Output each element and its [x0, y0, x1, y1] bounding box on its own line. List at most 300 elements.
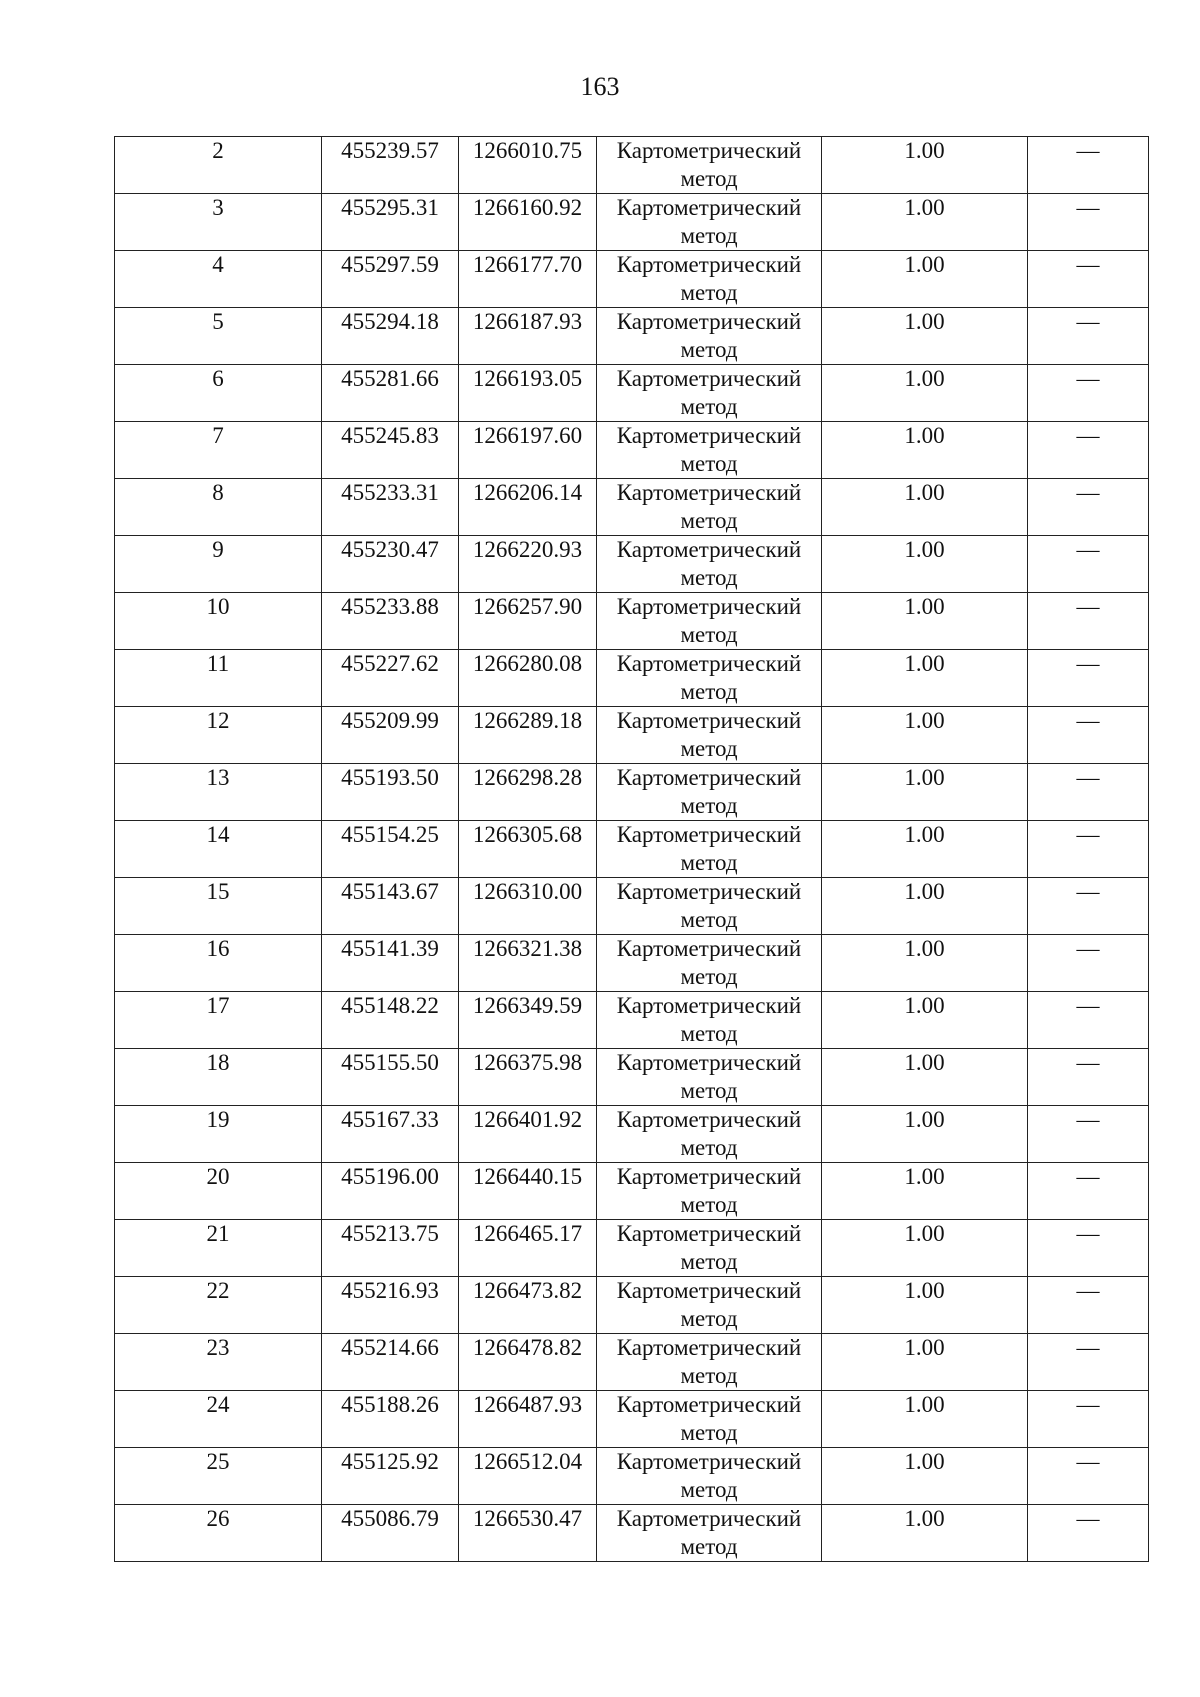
accuracy-cell	[822, 1106, 1028, 1163]
y-coordinate-cell	[459, 992, 597, 1049]
accuracy-cell	[822, 1163, 1028, 1220]
accuracy-cell-text: 1.00	[904, 366, 945, 391]
y-coordinate-cell-text: 1266487.93	[472, 1392, 583, 1417]
method-cell	[597, 1049, 822, 1106]
y-coordinate-cell	[459, 1106, 597, 1163]
y-coordinate-cell-text: 1266160.92	[472, 195, 583, 220]
table-row	[115, 878, 1149, 935]
point-number-cell-text: 26	[206, 1506, 230, 1531]
method-cell-text: Картометрический метод	[616, 879, 802, 932]
point-number-cell	[115, 479, 322, 536]
x-coordinate-cell	[322, 536, 459, 593]
y-coordinate-cell	[459, 650, 597, 707]
x-coordinate-cell-text: 455209.99	[341, 708, 439, 733]
x-coordinate-cell	[322, 821, 459, 878]
x-coordinate-cell	[322, 365, 459, 422]
description-cell-text: —	[1076, 993, 1100, 1018]
point-number-cell	[115, 1334, 322, 1391]
point-number-cell	[115, 1049, 322, 1106]
point-number-cell-text: 4	[212, 252, 224, 277]
y-coordinate-cell	[459, 1049, 597, 1106]
point-number-cell	[115, 1220, 322, 1277]
x-coordinate-cell	[322, 1448, 459, 1505]
description-cell	[1028, 194, 1149, 251]
x-coordinate-cell-text: 455086.79	[341, 1506, 439, 1531]
accuracy-cell-text: 1.00	[904, 1221, 945, 1246]
point-number-cell	[115, 365, 322, 422]
method-cell-text: Картометрический метод	[616, 936, 802, 989]
table-row	[115, 1220, 1149, 1277]
method-cell	[597, 935, 822, 992]
point-number-cell	[115, 764, 322, 821]
method-cell	[597, 1334, 822, 1391]
description-cell	[1028, 1106, 1149, 1163]
description-cell-text: —	[1076, 594, 1100, 619]
point-number-cell-text: 20	[206, 1164, 230, 1189]
x-coordinate-cell	[322, 479, 459, 536]
accuracy-cell	[822, 764, 1028, 821]
description-cell	[1028, 764, 1149, 821]
method-cell	[597, 308, 822, 365]
description-cell	[1028, 308, 1149, 365]
x-coordinate-cell-text: 455196.00	[341, 1164, 439, 1189]
method-cell-text: Картометрический метод	[616, 1506, 802, 1559]
y-coordinate-cell-text: 1266478.82	[472, 1335, 583, 1360]
coordinates-table	[114, 136, 1149, 1562]
description-cell	[1028, 821, 1149, 878]
point-number-cell-text: 7	[212, 423, 224, 448]
x-coordinate-cell-text: 455167.33	[341, 1107, 439, 1132]
x-coordinate-cell-text: 455227.62	[341, 651, 439, 676]
point-number-cell-text: 25	[206, 1449, 230, 1474]
point-number-cell-text: 8	[212, 480, 224, 505]
accuracy-cell-text: 1.00	[904, 138, 945, 163]
method-cell	[597, 536, 822, 593]
y-coordinate-cell	[459, 137, 597, 194]
point-number-cell-text: 13	[206, 765, 230, 790]
description-cell	[1028, 1334, 1149, 1391]
description-cell-text: —	[1076, 1335, 1100, 1360]
point-number-cell	[115, 536, 322, 593]
description-cell	[1028, 1391, 1149, 1448]
accuracy-cell	[822, 137, 1028, 194]
point-number-cell-text: 22	[206, 1278, 230, 1303]
point-number-cell-text: 23	[206, 1335, 230, 1360]
y-coordinate-cell-text: 1266530.47	[472, 1506, 583, 1531]
y-coordinate-cell	[459, 593, 597, 650]
description-cell	[1028, 251, 1149, 308]
accuracy-cell	[822, 194, 1028, 251]
y-coordinate-cell-text: 1266197.60	[472, 423, 583, 448]
point-number-cell	[115, 251, 322, 308]
method-cell-text: Картометрический метод	[616, 1392, 802, 1445]
x-coordinate-cell-text: 455233.31	[341, 480, 439, 505]
accuracy-cell	[822, 707, 1028, 764]
table-row	[115, 536, 1149, 593]
table-row	[115, 308, 1149, 365]
coordinates-table-body	[115, 137, 1149, 1562]
point-number-cell	[115, 1505, 322, 1562]
y-coordinate-cell-text: 1266220.93	[472, 537, 583, 562]
description-cell-text: —	[1076, 1449, 1100, 1474]
accuracy-cell-text: 1.00	[904, 1278, 945, 1303]
x-coordinate-cell	[322, 1391, 459, 1448]
description-cell-text: —	[1076, 936, 1100, 961]
x-coordinate-cell-text: 455143.67	[341, 879, 439, 904]
x-coordinate-cell-text: 455245.83	[341, 423, 439, 448]
x-coordinate-cell-text: 455294.18	[341, 309, 439, 334]
description-cell	[1028, 422, 1149, 479]
y-coordinate-cell-text: 1266512.04	[472, 1449, 583, 1474]
method-cell	[597, 593, 822, 650]
point-number-cell-text: 11	[206, 651, 230, 676]
table-row	[115, 1049, 1149, 1106]
accuracy-cell-text: 1.00	[904, 822, 945, 847]
y-coordinate-cell-text: 1266465.17	[472, 1221, 583, 1246]
accuracy-cell-text: 1.00	[904, 651, 945, 676]
table-row	[115, 1391, 1149, 1448]
point-number-cell-text: 10	[206, 594, 230, 619]
accuracy-cell	[822, 935, 1028, 992]
y-coordinate-cell-text: 1266177.70	[472, 252, 583, 277]
point-number-cell	[115, 1106, 322, 1163]
method-cell-text: Картометрический метод	[616, 1335, 802, 1388]
point-number-cell	[115, 422, 322, 479]
table-row	[115, 422, 1149, 479]
accuracy-cell	[822, 878, 1028, 935]
y-coordinate-cell	[459, 251, 597, 308]
description-cell	[1028, 878, 1149, 935]
accuracy-cell	[822, 821, 1028, 878]
accuracy-cell	[822, 992, 1028, 1049]
point-number-cell	[115, 1163, 322, 1220]
method-cell-text: Картометрический метод	[616, 480, 802, 533]
point-number-cell	[115, 821, 322, 878]
accuracy-cell-text: 1.00	[904, 765, 945, 790]
description-cell	[1028, 365, 1149, 422]
y-coordinate-cell-text: 1266349.59	[472, 993, 583, 1018]
method-cell	[597, 251, 822, 308]
method-cell-text: Картометрический метод	[616, 537, 802, 590]
y-coordinate-cell	[459, 1448, 597, 1505]
table-row	[115, 650, 1149, 707]
y-coordinate-cell	[459, 1277, 597, 1334]
description-cell	[1028, 992, 1149, 1049]
description-cell-text: —	[1076, 765, 1100, 790]
x-coordinate-cell	[322, 1277, 459, 1334]
method-cell	[597, 707, 822, 764]
method-cell-text: Картометрический метод	[616, 651, 802, 704]
accuracy-cell-text: 1.00	[904, 309, 945, 334]
x-coordinate-cell	[322, 1163, 459, 1220]
table-row	[115, 1277, 1149, 1334]
x-coordinate-cell	[322, 1505, 459, 1562]
description-cell	[1028, 593, 1149, 650]
description-cell	[1028, 650, 1149, 707]
x-coordinate-cell	[322, 878, 459, 935]
accuracy-cell	[822, 479, 1028, 536]
accuracy-cell-text: 1.00	[904, 423, 945, 448]
method-cell	[597, 422, 822, 479]
method-cell	[597, 194, 822, 251]
y-coordinate-cell-text: 1266193.05	[472, 366, 583, 391]
method-cell-text: Картометрический метод	[616, 765, 802, 818]
method-cell-text: Картометрический метод	[616, 195, 802, 248]
x-coordinate-cell-text: 455230.47	[341, 537, 439, 562]
description-cell-text: —	[1076, 1164, 1100, 1189]
y-coordinate-cell	[459, 764, 597, 821]
description-cell	[1028, 536, 1149, 593]
description-cell-text: —	[1076, 480, 1100, 505]
description-cell-text: —	[1076, 879, 1100, 904]
x-coordinate-cell-text: 455239.57	[341, 138, 439, 163]
point-number-cell	[115, 137, 322, 194]
method-cell-text: Картометрический метод	[616, 1107, 802, 1160]
method-cell	[597, 1277, 822, 1334]
y-coordinate-cell-text: 1266010.75	[472, 138, 583, 163]
table-row	[115, 479, 1149, 536]
x-coordinate-cell	[322, 593, 459, 650]
y-coordinate-cell-text: 1266305.68	[472, 822, 583, 847]
point-number-cell-text: 3	[212, 195, 224, 220]
x-coordinate-cell-text: 455295.31	[341, 195, 439, 220]
method-cell	[597, 878, 822, 935]
y-coordinate-cell-text: 1266401.92	[472, 1107, 583, 1132]
method-cell-text: Картометрический метод	[616, 993, 802, 1046]
accuracy-cell-text: 1.00	[904, 1050, 945, 1075]
method-cell	[597, 650, 822, 707]
method-cell-text: Картометрический метод	[616, 252, 802, 305]
point-number-cell-text: 17	[206, 993, 230, 1018]
method-cell	[597, 764, 822, 821]
y-coordinate-cell	[459, 1391, 597, 1448]
table-row	[115, 1448, 1149, 1505]
table-row	[115, 251, 1149, 308]
y-coordinate-cell	[459, 422, 597, 479]
accuracy-cell	[822, 422, 1028, 479]
x-coordinate-cell	[322, 251, 459, 308]
table-row	[115, 1505, 1149, 1562]
description-cell	[1028, 1220, 1149, 1277]
method-cell	[597, 821, 822, 878]
x-coordinate-cell-text: 455193.50	[341, 765, 439, 790]
description-cell-text: —	[1076, 423, 1100, 448]
method-cell-text: Картометрический метод	[616, 423, 802, 476]
x-coordinate-cell-text: 455281.66	[341, 366, 439, 391]
x-coordinate-cell-text: 455154.25	[341, 822, 439, 847]
method-cell-text: Картометрический метод	[616, 1221, 802, 1274]
method-cell-text: Картометрический метод	[616, 594, 802, 647]
x-coordinate-cell-text: 455125.92	[341, 1449, 439, 1474]
description-cell	[1028, 935, 1149, 992]
accuracy-cell	[822, 536, 1028, 593]
method-cell	[597, 1505, 822, 1562]
method-cell	[597, 1163, 822, 1220]
description-cell	[1028, 479, 1149, 536]
x-coordinate-cell	[322, 308, 459, 365]
y-coordinate-cell	[459, 1334, 597, 1391]
x-coordinate-cell-text: 455216.93	[341, 1278, 439, 1303]
point-number-cell	[115, 650, 322, 707]
table-row	[115, 194, 1149, 251]
accuracy-cell-text: 1.00	[904, 1449, 945, 1474]
y-coordinate-cell	[459, 1505, 597, 1562]
table-row	[115, 1163, 1149, 1220]
table-row	[115, 992, 1149, 1049]
description-cell	[1028, 1277, 1149, 1334]
y-coordinate-cell	[459, 536, 597, 593]
y-coordinate-cell	[459, 935, 597, 992]
description-cell-text: —	[1076, 1107, 1100, 1132]
accuracy-cell	[822, 1277, 1028, 1334]
point-number-cell-text: 21	[206, 1221, 230, 1246]
accuracy-cell	[822, 1391, 1028, 1448]
x-coordinate-cell	[322, 137, 459, 194]
table-row	[115, 764, 1149, 821]
method-cell	[597, 479, 822, 536]
accuracy-cell-text: 1.00	[904, 993, 945, 1018]
point-number-cell-text: 14	[206, 822, 230, 847]
description-cell-text: —	[1076, 138, 1100, 163]
point-number-cell	[115, 308, 322, 365]
x-coordinate-cell-text: 455213.75	[341, 1221, 439, 1246]
accuracy-cell-text: 1.00	[904, 1506, 945, 1531]
description-cell	[1028, 1505, 1149, 1562]
accuracy-cell	[822, 1334, 1028, 1391]
description-cell-text: —	[1076, 366, 1100, 391]
x-coordinate-cell	[322, 1049, 459, 1106]
description-cell	[1028, 137, 1149, 194]
point-number-cell	[115, 194, 322, 251]
method-cell	[597, 1220, 822, 1277]
x-coordinate-cell	[322, 1106, 459, 1163]
x-coordinate-cell-text: 455155.50	[341, 1050, 439, 1075]
table-row	[115, 935, 1149, 992]
description-cell-text: —	[1076, 309, 1100, 334]
description-cell	[1028, 707, 1149, 764]
point-number-cell-text: 2	[212, 138, 224, 163]
y-coordinate-cell	[459, 707, 597, 764]
point-number-cell-text: 5	[212, 309, 224, 334]
accuracy-cell-text: 1.00	[904, 1335, 945, 1360]
accuracy-cell	[822, 650, 1028, 707]
x-coordinate-cell-text: 455214.66	[341, 1335, 439, 1360]
accuracy-cell-text: 1.00	[904, 708, 945, 733]
method-cell	[597, 365, 822, 422]
y-coordinate-cell	[459, 878, 597, 935]
accuracy-cell	[822, 1220, 1028, 1277]
point-number-cell-text: 16	[206, 936, 230, 961]
method-cell	[597, 992, 822, 1049]
y-coordinate-cell-text: 1266440.15	[472, 1164, 583, 1189]
y-coordinate-cell	[459, 1220, 597, 1277]
accuracy-cell-text: 1.00	[904, 537, 945, 562]
accuracy-cell-text: 1.00	[904, 252, 945, 277]
description-cell-text: —	[1076, 822, 1100, 847]
x-coordinate-cell	[322, 422, 459, 479]
accuracy-cell-text: 1.00	[904, 594, 945, 619]
x-coordinate-cell	[322, 1334, 459, 1391]
accuracy-cell	[822, 308, 1028, 365]
accuracy-cell	[822, 593, 1028, 650]
x-coordinate-cell	[322, 992, 459, 1049]
description-cell-text: —	[1076, 537, 1100, 562]
accuracy-cell	[822, 251, 1028, 308]
y-coordinate-cell	[459, 479, 597, 536]
description-cell	[1028, 1448, 1149, 1505]
y-coordinate-cell-text: 1266289.18	[472, 708, 583, 733]
x-coordinate-cell	[322, 707, 459, 764]
accuracy-cell	[822, 1049, 1028, 1106]
x-coordinate-cell	[322, 935, 459, 992]
accuracy-cell	[822, 1505, 1028, 1562]
y-coordinate-cell-text: 1266321.38	[472, 936, 583, 961]
description-cell-text: —	[1076, 195, 1100, 220]
table-row	[115, 1106, 1149, 1163]
accuracy-cell-text: 1.00	[904, 879, 945, 904]
point-number-cell	[115, 707, 322, 764]
y-coordinate-cell-text: 1266280.08	[472, 651, 583, 676]
point-number-cell-text: 12	[206, 708, 230, 733]
x-coordinate-cell-text: 455297.59	[341, 252, 439, 277]
x-coordinate-cell-text: 455148.22	[341, 993, 439, 1018]
y-coordinate-cell	[459, 194, 597, 251]
point-number-cell-text: 19	[206, 1107, 230, 1132]
description-cell-text: —	[1076, 1278, 1100, 1303]
accuracy-cell	[822, 365, 1028, 422]
method-cell-text: Картометрический метод	[616, 309, 802, 362]
y-coordinate-cell-text: 1266187.93	[472, 309, 583, 334]
x-coordinate-cell	[322, 194, 459, 251]
y-coordinate-cell-text: 1266375.98	[472, 1050, 583, 1075]
accuracy-cell-text: 1.00	[904, 1164, 945, 1189]
description-cell-text: —	[1076, 1392, 1100, 1417]
description-cell	[1028, 1163, 1149, 1220]
method-cell-text: Картометрический метод	[616, 366, 802, 419]
method-cell	[597, 1106, 822, 1163]
y-coordinate-cell-text: 1266257.90	[472, 594, 583, 619]
table-row	[115, 821, 1149, 878]
accuracy-cell-text: 1.00	[904, 936, 945, 961]
method-cell-text: Картометрический метод	[616, 708, 802, 761]
point-number-cell	[115, 1277, 322, 1334]
method-cell-text: Картометрический метод	[616, 1050, 802, 1103]
y-coordinate-cell	[459, 365, 597, 422]
y-coordinate-cell-text: 1266206.14	[472, 480, 583, 505]
method-cell-text: Картометрический метод	[616, 138, 802, 191]
accuracy-cell-text: 1.00	[904, 195, 945, 220]
table-row	[115, 1334, 1149, 1391]
method-cell-text: Картометрический метод	[616, 1278, 802, 1331]
point-number-cell-text: 6	[212, 366, 224, 391]
description-cell-text: —	[1076, 1050, 1100, 1075]
point-number-cell	[115, 1391, 322, 1448]
method-cell	[597, 137, 822, 194]
x-coordinate-cell-text: 455141.39	[341, 936, 439, 961]
point-number-cell-text: 9	[212, 537, 224, 562]
table-row	[115, 593, 1149, 650]
x-coordinate-cell	[322, 1220, 459, 1277]
method-cell-text: Картометрический метод	[616, 1164, 802, 1217]
description-cell-text: —	[1076, 708, 1100, 733]
y-coordinate-cell	[459, 821, 597, 878]
y-coordinate-cell	[459, 1163, 597, 1220]
point-number-cell	[115, 935, 322, 992]
table-row	[115, 365, 1149, 422]
description-cell-text: —	[1076, 1221, 1100, 1246]
x-coordinate-cell	[322, 650, 459, 707]
description-cell-text: —	[1076, 1506, 1100, 1531]
